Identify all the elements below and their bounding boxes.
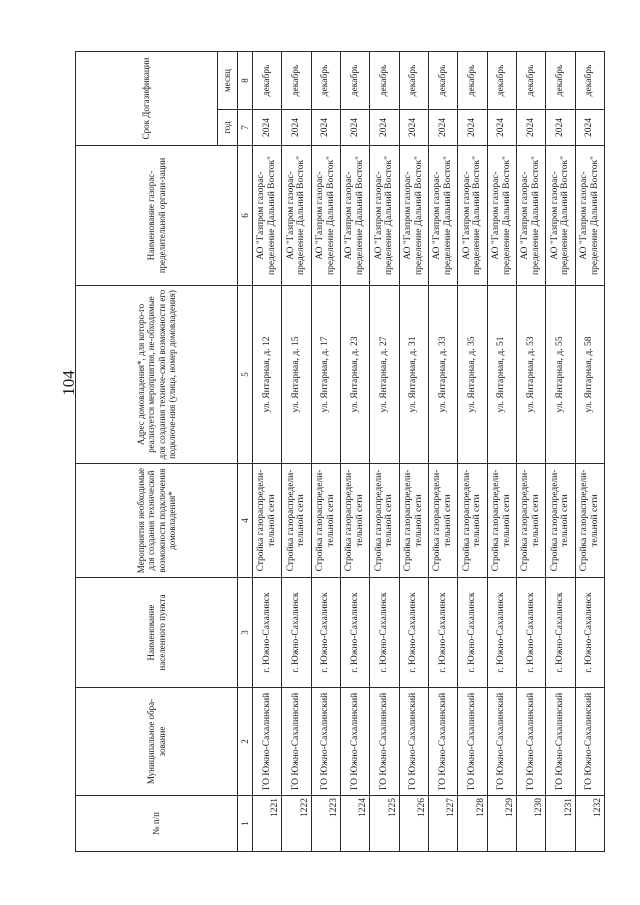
year-cell: 2024 bbox=[575, 110, 604, 146]
month-cell: декабрь bbox=[340, 52, 369, 110]
address-cell: ул. Янтарная, д. 15 bbox=[282, 286, 311, 464]
header-month: месяц bbox=[218, 52, 238, 110]
month-cell: декабрь bbox=[311, 52, 340, 110]
year-cell: 2024 bbox=[428, 110, 457, 146]
header-municipality: Муниципальное обра-зование bbox=[76, 688, 238, 796]
header-organization: Наименование газорас-пределительной органи-зации bbox=[76, 146, 238, 286]
table-row bbox=[311, 52, 340, 852]
row-number: 1223 bbox=[329, 798, 340, 817]
row-number-cell bbox=[370, 796, 399, 852]
year-cell: 2024 bbox=[458, 110, 487, 146]
row-number-cell bbox=[487, 796, 516, 852]
settlement-cell: г. Южно-Сахалинск bbox=[370, 578, 399, 688]
measure-cell: Стройка газораспредели-тельной сети bbox=[458, 464, 487, 578]
municipality-cell: ГО Южно-Сахалинский bbox=[458, 688, 487, 796]
table-row bbox=[399, 52, 428, 852]
municipality-cell: ГО Южно-Сахалинский bbox=[575, 688, 604, 796]
settlement-cell: г. Южно-Сахалинск bbox=[253, 578, 282, 688]
year-cell: 2024 bbox=[546, 110, 575, 146]
organization-cell: АО "Газпром газорас-пределение Дальний Восток" bbox=[516, 146, 545, 286]
organization-cell: АО "Газпром газорас-пределение Дальний Восток" bbox=[399, 146, 428, 286]
row-number-cell bbox=[399, 796, 428, 852]
month-cell: декабрь bbox=[282, 52, 311, 110]
municipality-cell: ГО Южно-Сахалинский bbox=[253, 688, 282, 796]
gasification-table bbox=[75, 51, 605, 852]
measure-cell: Стройка газораспредели-тельной сети bbox=[399, 464, 428, 578]
page-number: 104 bbox=[59, 370, 78, 396]
table-body bbox=[253, 52, 605, 852]
row-number-cell bbox=[282, 796, 311, 852]
organization-cell: АО "Газпром газорас-пределение Дальний Восток" bbox=[546, 146, 575, 286]
address-cell: ул. Янтарная, д. 23 bbox=[340, 286, 369, 464]
address-cell: ул. Янтарная, д. 33 bbox=[428, 286, 457, 464]
settlement-cell: г. Южно-Сахалинск bbox=[428, 578, 457, 688]
month-cell: декабрь bbox=[546, 52, 575, 110]
settlement-cell: г. Южно-Сахалинск bbox=[340, 578, 369, 688]
table-row bbox=[340, 52, 369, 852]
column-index-cell: 6 bbox=[238, 146, 253, 286]
measure-cell: Стройка газораспредели-тельной сети bbox=[311, 464, 340, 578]
column-index-cell: 1 bbox=[238, 796, 253, 852]
year-cell: 2024 bbox=[282, 110, 311, 146]
column-index-cell: 5 bbox=[238, 286, 253, 464]
row-number: 1230 bbox=[534, 798, 545, 817]
municipality-cell: ГО Южно-Сахалинский bbox=[546, 688, 575, 796]
row-number-cell bbox=[575, 796, 604, 852]
header-measures: Мероприятия необходимые для создания технической возможности подключения домовладения* bbox=[76, 464, 238, 578]
year-cell: 2024 bbox=[516, 110, 545, 146]
month-cell: декабрь bbox=[487, 52, 516, 110]
organization-cell: АО "Газпром газорас-пределение Дальний Восток" bbox=[253, 146, 282, 286]
column-index-cell: 4 bbox=[238, 464, 253, 578]
measure-cell: Стройка газораспредели-тельной сети bbox=[282, 464, 311, 578]
year-cell: 2024 bbox=[253, 110, 282, 146]
month-cell: декабрь bbox=[428, 52, 457, 110]
row-number-cell bbox=[311, 796, 340, 852]
organization-cell: АО "Газпром газорас-пределение Дальний Восток" bbox=[311, 146, 340, 286]
table-row bbox=[370, 52, 399, 852]
row-number: 1222 bbox=[299, 798, 310, 817]
municipality-cell: ГО Южно-Сахалинский bbox=[516, 688, 545, 796]
address-cell: ул. Янтарная, д. 51 bbox=[487, 286, 516, 464]
table-row bbox=[487, 52, 516, 852]
table-row bbox=[282, 52, 311, 852]
measure-cell: Стройка газораспредели-тельной сети bbox=[487, 464, 516, 578]
settlement-cell: г. Южно-Сахалинск bbox=[458, 578, 487, 688]
row-number-cell bbox=[253, 796, 282, 852]
municipality-cell: ГО Южно-Сахалинский bbox=[282, 688, 311, 796]
organization-cell: АО "Газпром газорас-пределение Дальний Восток" bbox=[428, 146, 457, 286]
row-number: 1221 bbox=[270, 798, 281, 817]
column-index-cell: 7 bbox=[238, 110, 253, 146]
organization-cell: АО "Газпром газорас-пределение Дальний Восток" bbox=[458, 146, 487, 286]
table-row bbox=[253, 52, 282, 852]
row-number: 1228 bbox=[475, 798, 486, 817]
address-cell: ул. Янтарная, д. 53 bbox=[516, 286, 545, 464]
address-cell: ул. Янтарная, д. 12 bbox=[253, 286, 282, 464]
settlement-cell: г. Южно-Сахалинск bbox=[546, 578, 575, 688]
row-number-cell bbox=[458, 796, 487, 852]
organization-cell: АО "Газпром газорас-пределение Дальний Восток" bbox=[487, 146, 516, 286]
table-row bbox=[516, 52, 545, 852]
table-row bbox=[575, 52, 604, 852]
settlement-cell: г. Южно-Сахалинск bbox=[282, 578, 311, 688]
address-cell: ул. Янтарная, д. 58 bbox=[575, 286, 604, 464]
month-cell: декабрь bbox=[516, 52, 545, 110]
row-number: 1226 bbox=[417, 798, 428, 817]
measure-cell: Стройка газораспредели-тельной сети bbox=[370, 464, 399, 578]
measure-cell: Стройка газораспредели-тельной сети bbox=[575, 464, 604, 578]
column-index-cell: 2 bbox=[238, 688, 253, 796]
column-index-cell: 8 bbox=[238, 52, 253, 110]
month-cell: декабрь bbox=[575, 52, 604, 110]
address-cell: ул. Янтарная, д. 17 bbox=[311, 286, 340, 464]
row-number: 1224 bbox=[358, 798, 369, 817]
measure-cell: Стройка газораспредели-тельной сети bbox=[516, 464, 545, 578]
address-cell: ул. Янтарная, д. 27 bbox=[370, 286, 399, 464]
settlement-cell: г. Южно-Сахалинск bbox=[487, 578, 516, 688]
municipality-cell: ГО Южно-Сахалинский bbox=[340, 688, 369, 796]
row-number: 1232 bbox=[593, 798, 604, 817]
month-cell: декабрь bbox=[370, 52, 399, 110]
column-index-cell: 3 bbox=[238, 578, 253, 688]
settlement-cell: г. Южно-Сахалинск bbox=[575, 578, 604, 688]
settlement-cell: г. Южно-Сахалинск bbox=[399, 578, 428, 688]
table-row bbox=[428, 52, 457, 852]
year-cell: 2024 bbox=[340, 110, 369, 146]
table-row bbox=[546, 52, 575, 852]
organization-cell: АО "Газпром газорас-пределение Дальний Восток" bbox=[340, 146, 369, 286]
organization-cell: АО "Газпром газорас-пределение Дальний Восток" bbox=[575, 146, 604, 286]
year-cell: 2024 bbox=[487, 110, 516, 146]
address-cell: ул. Янтарная, д. 31 bbox=[399, 286, 428, 464]
header-settlement: Наименование населенного пункта bbox=[76, 578, 238, 688]
municipality-cell: ГО Южно-Сахалинский bbox=[399, 688, 428, 796]
row-number: 1225 bbox=[387, 798, 398, 817]
month-cell: декабрь bbox=[253, 52, 282, 110]
row-number: 1227 bbox=[446, 798, 457, 817]
municipality-cell: ГО Южно-Сахалинский bbox=[370, 688, 399, 796]
year-cell: 2024 bbox=[399, 110, 428, 146]
column-index-row bbox=[238, 52, 253, 852]
year-cell: 2024 bbox=[311, 110, 340, 146]
organization-cell: АО "Газпром газорас-пределение Дальний Восток" bbox=[282, 146, 311, 286]
row-number-cell bbox=[516, 796, 545, 852]
row-number-cell bbox=[428, 796, 457, 852]
header-year: год bbox=[218, 110, 238, 146]
row-number: 1231 bbox=[563, 798, 574, 817]
address-cell: ул. Янтарная, д. 35 bbox=[458, 286, 487, 464]
row-number-cell bbox=[546, 796, 575, 852]
table-row bbox=[458, 52, 487, 852]
row-number: 1229 bbox=[505, 798, 516, 817]
settlement-cell: г. Южно-Сахалинск bbox=[516, 578, 545, 688]
table-container bbox=[75, 52, 605, 852]
measure-cell: Стройка газораспредели-тельной сети bbox=[428, 464, 457, 578]
row-number-cell bbox=[340, 796, 369, 852]
year-cell: 2024 bbox=[370, 110, 399, 146]
measure-cell: Стройка газораспредели-тельной сети bbox=[253, 464, 282, 578]
municipality-cell: ГО Южно-Сахалинский bbox=[311, 688, 340, 796]
organization-cell: АО "Газпром газорас-пределение Дальний Восток" bbox=[370, 146, 399, 286]
header-num: № п/п bbox=[76, 796, 238, 852]
measure-cell: Стройка газораспредели-тельной сети bbox=[340, 464, 369, 578]
address-cell: ул. Янтарная, д. 55 bbox=[546, 286, 575, 464]
header-address: Адрес домовладения*, для которо-го реализуется мероприятия, не-обходимые для создания техниче-ской возможности его подключе-ния (улица, номер домовладения) bbox=[76, 286, 238, 464]
municipality-cell: ГО Южно-Сахалинский bbox=[487, 688, 516, 796]
settlement-cell: г. Южно-Сахалинск bbox=[311, 578, 340, 688]
header-deadline: Срок Догазификации bbox=[76, 52, 218, 146]
municipality-cell: ГО Южно-Сахалинский bbox=[428, 688, 457, 796]
month-cell: декабрь bbox=[399, 52, 428, 110]
month-cell: декабрь bbox=[458, 52, 487, 110]
measure-cell: Стройка газораспредели-тельной сети bbox=[546, 464, 575, 578]
